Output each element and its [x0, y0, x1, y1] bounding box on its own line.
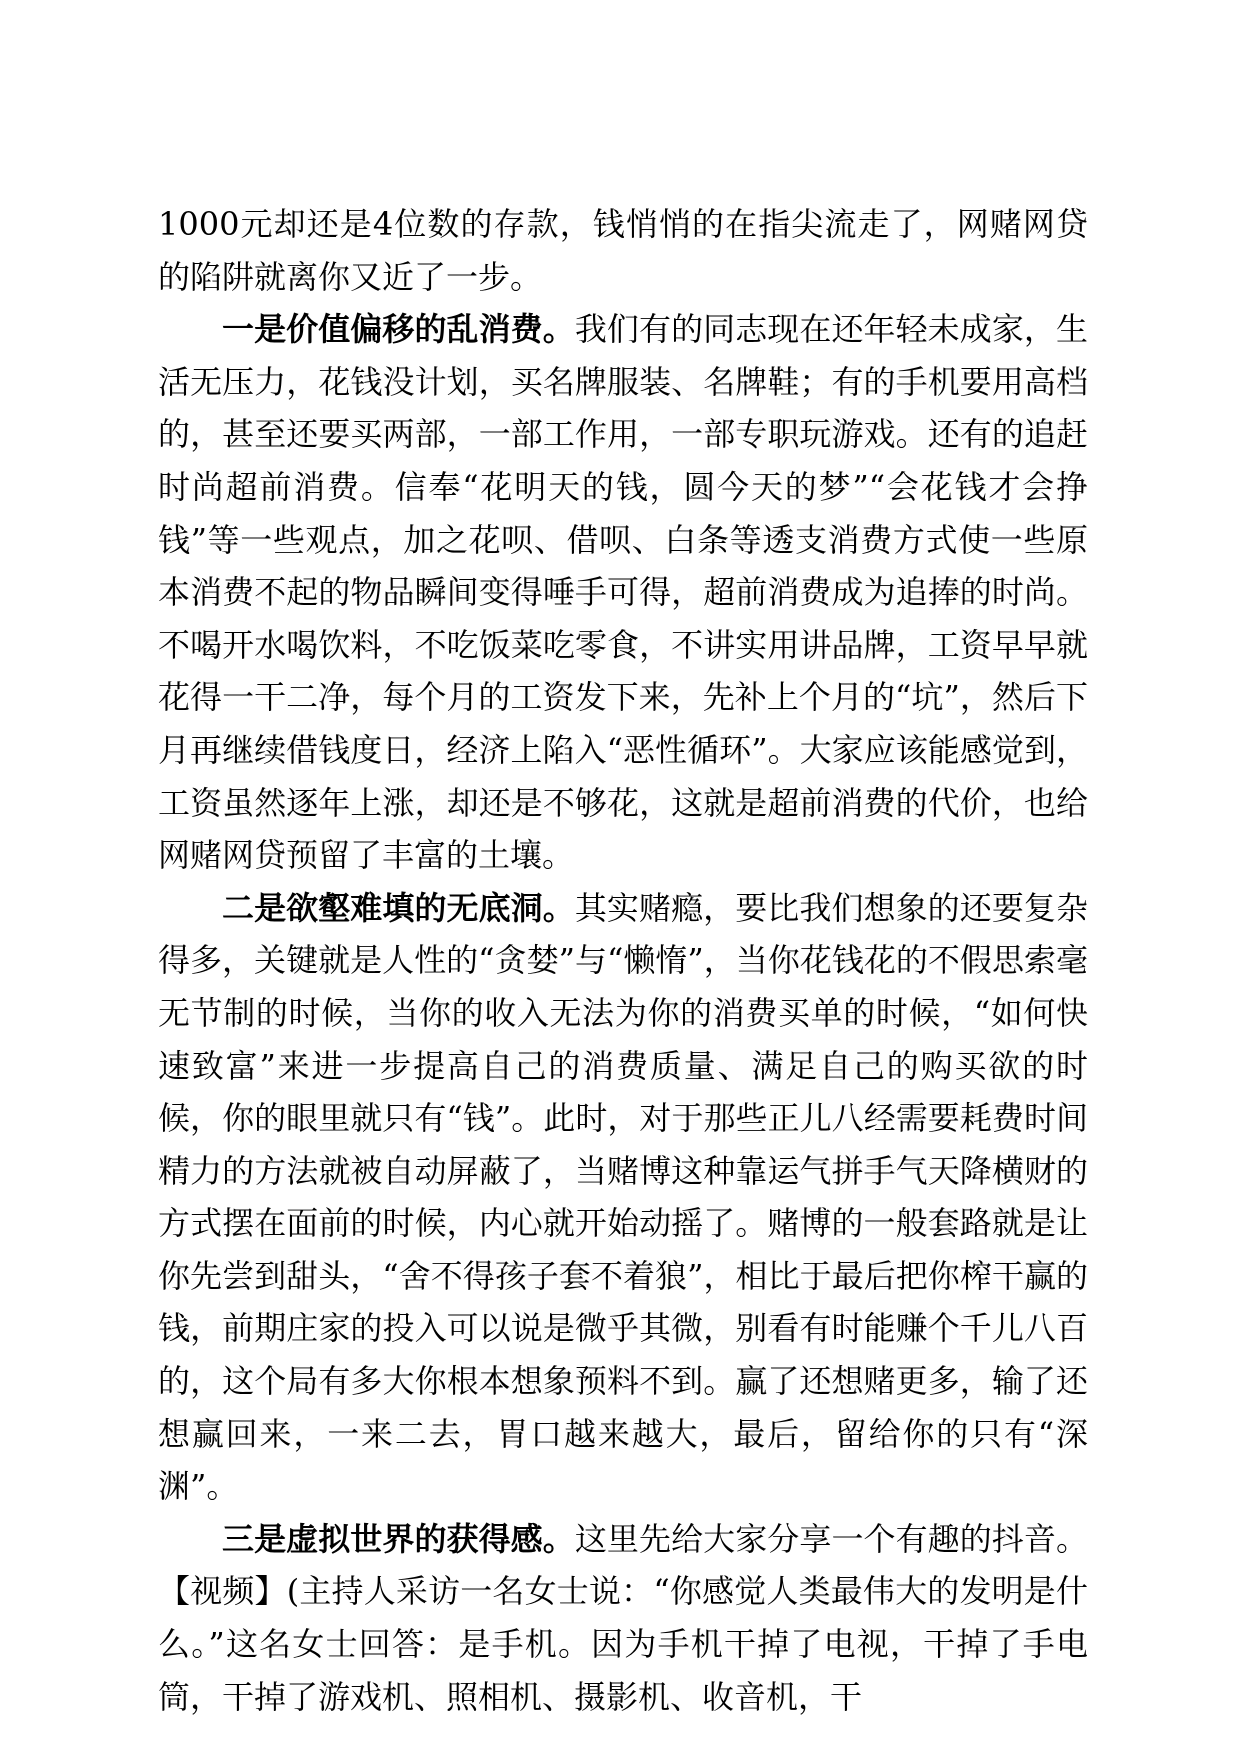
- paragraph-text: 这里先给大家分享一个有趣的抖音。【视频】(主持人采访一名女士说：“你感觉人类最伟大的发明是什么。”这名女士回答：是手机。因为手机干掉了电视，干掉了手电筒，干掉了游戏机、照相机、摄影机、收音机，干: [158, 1519, 1088, 1716]
- paragraph-continuation: [158, 198, 1088, 303]
- paragraph-text: 我们有的同志现在还年轻未成家，生活无压力，花钱没计划，买名牌服装、名牌鞋；有的手机要用高档的，甚至还要买两部，一部工作用，一部专职玩游戏。还有的追赶时尚超前消费。信奉“花明天的钱，圆今天的梦”“会花钱才会挣钱”等一些观点，加之花呗、借呗、白条等透支消费方式使一些原本消费不起的物品瞬间变得唾手可得，超前消费成为追捧的时尚。不喝开水喝饮料，不吃饭菜吃零食，不讲实用讲品牌，工资早早就花得一干二净，每个月的工资发下来，先补上个月的“坑”，然后下月再继续借钱度日，经济上陷入“恶性循环”。大家应该能感觉到，工资虽然逐年上涨，却还是不够花，这就是超前消费的代价，也给网赌网贷预留了丰富的土壤。: [158, 310, 1088, 875]
- paragraph-heading: 一是价值偏移的乱消费。: [222, 310, 575, 349]
- document-page: [158, 198, 1088, 1723]
- paragraph-virtual-world: [158, 1513, 1088, 1723]
- paragraph-heading: 三是虚拟世界的获得感。: [222, 1519, 575, 1558]
- paragraph-text: 1000元却还是4位数的存款，钱悄悄的在指尖流走了，网赌网贷的陷阱就离你又近了一步。: [158, 205, 1088, 296]
- paragraph-text: 其实赌瘾，要比我们想象的还要复杂得多，关键就是人性的“贪婪”与“懒惰”，当你花钱花的不假思索毫无节制的时候，当你的收入无法为你的消费买单的时候，“如何快速致富”来进一步提高自己的消费质量、满足自己的购买欲的时候，你的眼里就只有“钱”。此时，对于那些正儿八经需要耗费时间精力的方法就被自动屏蔽了，当赌博这种靠运气拼手气天降横财的方式摆在面前的时候，内心就开始动摇了。赌博的一般套路就是让你先尝到甜头，“舍不得孩子套不着狼”，相比于最后把你榨干赢的钱，前期庄家的投入可以说是微乎其微，别看有时能赚个千儿八百的，这个局有多大你根本想象预料不到。赢了还想赌更多，输了还想赢回来，一来二去，胃口越来越大，最后，留给你的只有“深渊”。: [158, 888, 1088, 1506]
- paragraph-heading: 二是欲壑难填的无底洞。: [222, 888, 575, 927]
- paragraph-overspending: [158, 303, 1088, 882]
- paragraph-greed: [158, 882, 1088, 1513]
